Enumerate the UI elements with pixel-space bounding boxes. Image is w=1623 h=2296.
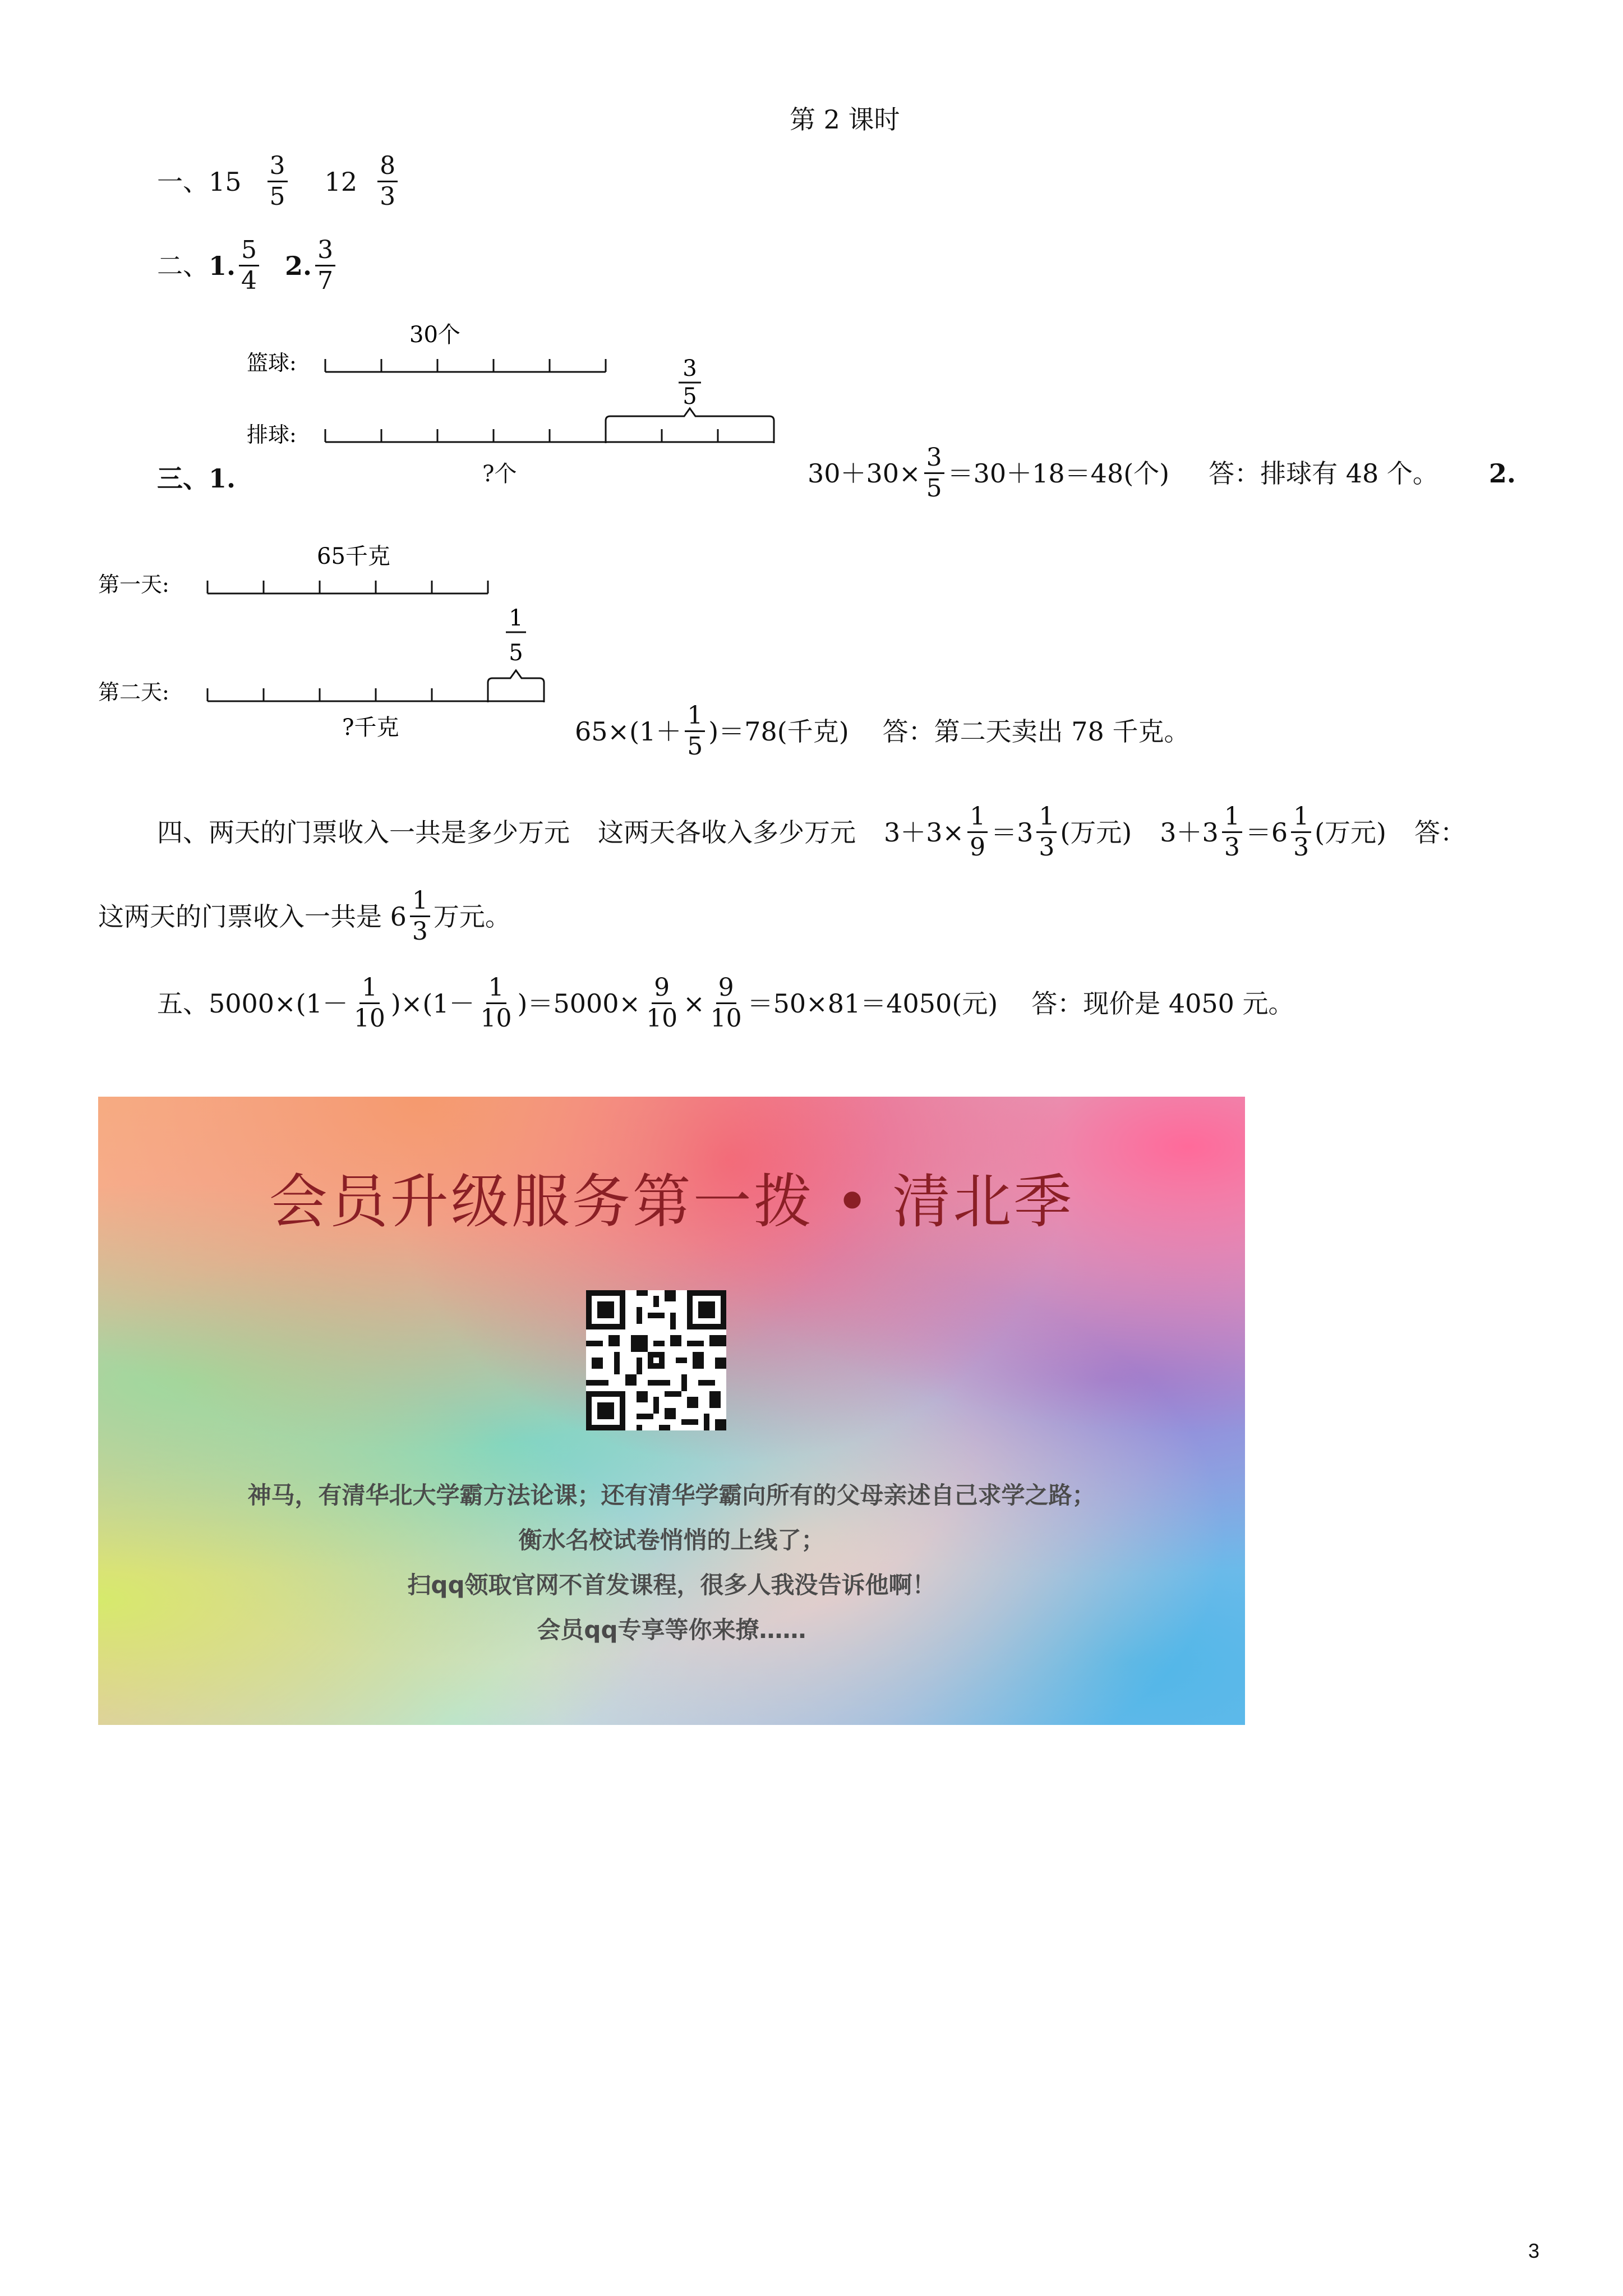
question-1: [157, 151, 401, 211]
q3-answer-2: 答：第二天卖出 78 千克。: [882, 716, 1190, 747]
diagram2-bar-2: [208, 670, 544, 702]
q4-answer-prefix: 答：: [1414, 817, 1466, 848]
q2-fraction-2: $\frac{3}{7}$: [315, 236, 335, 296]
q3-eq2-fraction: $\frac{1}{5}$: [685, 701, 705, 761]
q1-answer-a: 15: [209, 166, 242, 197]
page-title: 第 2 课时: [790, 104, 900, 135]
promo-banner[interactable]: [98, 1097, 1245, 1725]
q3-eq2-part-a: 65×(1＋: [575, 716, 682, 747]
q5-fraction-4: $\frac{9}{10}$: [710, 973, 742, 1033]
q2-part-2: 2.: [285, 250, 312, 281]
diagram1-row2-label: 排球:: [247, 422, 297, 447]
q3-part-2-label: 2.: [1488, 458, 1516, 489]
q4-text-2: 这两天各收入多少万元: [598, 817, 856, 848]
q1-fraction-1: $\frac{3}{5}$: [268, 151, 288, 211]
diagram1-frac-num: 3: [683, 356, 697, 381]
q4-label: 四、: [157, 817, 209, 848]
diagram1-bar-2: [325, 408, 774, 443]
banner-line-2: 衡水名校试卷悄悄的上线了；: [518, 1526, 825, 1554]
diagram1-frac-den: 5: [683, 384, 697, 409]
q4-text-1: 两天的门票收入一共是多少万元: [209, 817, 570, 848]
q4-eq1-fraction-1: $\frac{1}{9}$: [967, 802, 988, 862]
q1-label: 一、: [157, 166, 209, 197]
banner-title: 会员升级服务第一拨 • 清北季: [269, 1167, 1075, 1236]
q4-eq1-part-a: 3＋3×: [884, 817, 965, 848]
question-5: [157, 973, 1294, 1033]
page-number: 3: [1528, 2239, 1540, 2262]
diagram1-bar-1: [325, 359, 606, 372]
banner-line-1: 神马，有清华北大学霸方法论课；还有清华学霸向所有的父母亲述自己求学之路；: [247, 1481, 1096, 1509]
q5-part-a: 5000×(1－: [209, 988, 348, 1019]
q4-eq2-fraction-2: $\frac{1}{3}$: [1291, 802, 1311, 862]
q5-answer: 答：现价是 4050 元。: [1031, 988, 1294, 1019]
q4-eq2-part-a: 3＋3: [1160, 817, 1219, 848]
q5-fraction-1: $\frac{1}{10}$: [353, 973, 385, 1033]
q5-part-d: ×: [683, 988, 705, 1019]
question-4: [157, 802, 1466, 862]
diagram1-bottom-label: ?个: [482, 461, 517, 487]
q5-fraction-2: $\frac{1}{10}$: [480, 973, 512, 1033]
q4-eq1-fraction-2: $\frac{1}{3}$: [1036, 802, 1057, 862]
q5-fraction-3: $\frac{9}{10}$: [646, 973, 678, 1033]
banner-line-4: 会员qq专享等你来撩……: [537, 1616, 806, 1644]
q3-label: 三、1.: [157, 463, 236, 494]
q5-part-e: ＝50×81＝4050(元): [747, 988, 998, 1019]
banner-line-3: 扫qq领取官网不首发课程，很多人我没告诉他啊！: [407, 1571, 936, 1599]
q3-eq-part-a: 30＋30×: [808, 458, 921, 489]
diagram1-top-label: 30个: [409, 322, 460, 348]
q4-eq2-fraction-1: $\frac{1}{3}$: [1222, 802, 1242, 862]
q1-answer-b: 12: [324, 166, 358, 197]
q3-eq2-part-b: )＝78(千克): [708, 716, 849, 747]
q4-answer-fraction: $\frac{1}{3}$: [410, 886, 430, 946]
question-2: [157, 236, 339, 296]
diagram2-frac-den: 5: [509, 640, 523, 666]
q5-part-c: )＝5000×: [517, 988, 641, 1019]
q3-answer-1: 答：排球有 48 个。: [1209, 458, 1438, 489]
q2-fraction-1: $\frac{5}{4}$: [239, 236, 259, 296]
q3-equation-2: [575, 701, 1189, 761]
qr-code-icon[interactable]: [586, 1290, 726, 1430]
q4-eq2-part-b: ＝6: [1245, 817, 1288, 848]
q4-eq2-part-c: (万元): [1315, 817, 1386, 848]
q1-fraction-2: $\frac{8}{3}$: [377, 151, 398, 211]
diagram2-bottom-label: ?千克: [342, 715, 399, 740]
line-diagram-2: [95, 536, 578, 749]
q5-part-b: )×(1－: [390, 988, 475, 1019]
diagram2-row2-label: 第二天:: [98, 680, 169, 705]
diagram2-frac-num: 1: [509, 605, 523, 631]
q4-answer-unit: 万元。: [433, 901, 511, 932]
diagram2-bar-1: [208, 581, 488, 593]
q4-eq1-part-c: (万元): [1060, 817, 1132, 848]
q4-answer-line: [98, 886, 511, 946]
diagram1-row1-label: 篮球:: [247, 351, 297, 375]
q3-equation-1: [808, 443, 1516, 503]
q5-label: 五、: [157, 988, 209, 1019]
diagram2-row1-label: 第一天:: [98, 572, 169, 597]
q3-eq-part-b: ＝30＋18＝48(个): [947, 458, 1170, 489]
q2-part-1: 1.: [209, 250, 236, 281]
q3-eq-fraction: $\frac{3}{5}$: [924, 443, 944, 503]
diagram2-top-label: 65千克: [317, 544, 390, 569]
q2-label: 二、: [157, 250, 209, 281]
q4-eq1-part-b: ＝3: [991, 817, 1034, 848]
q4-answer-text: 这两天的门票收入一共是 6: [98, 901, 407, 932]
